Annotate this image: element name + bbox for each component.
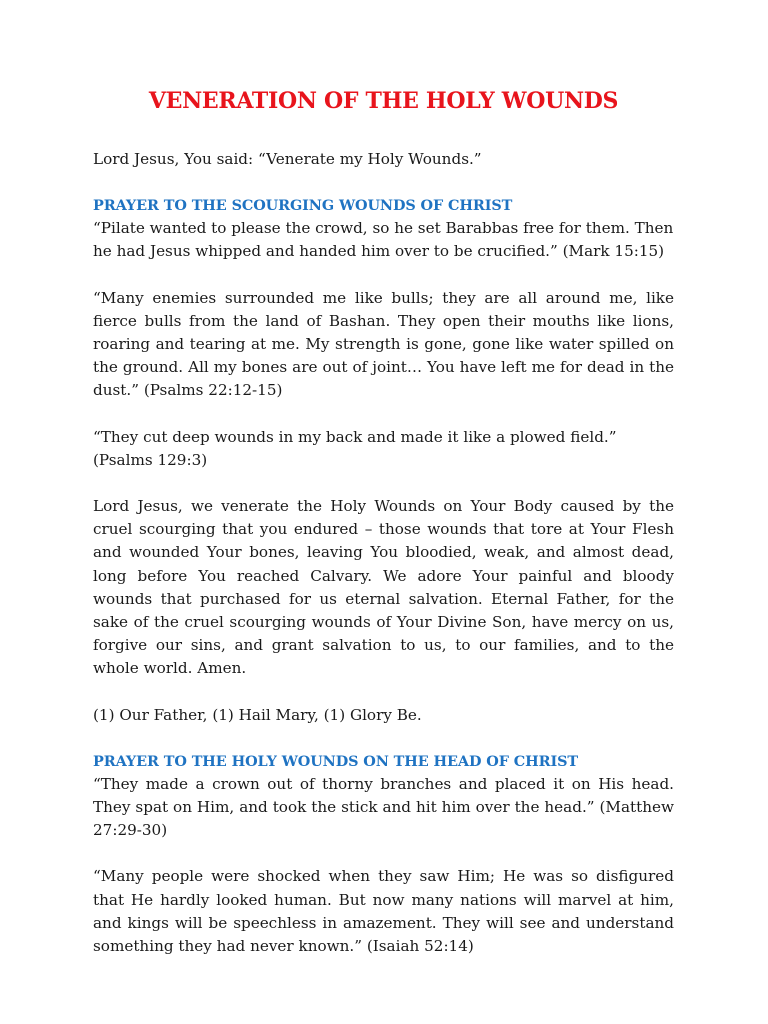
section-heading: PRAYER TO THE SCOURGING WOUNDS OF CHRIST (93, 197, 513, 215)
section-head-wounds (93, 750, 674, 958)
scripture-paragraph: “Many enemies surrounded me like bulls; they are all around me, like fierce bulls from the land of Bashan. They open their mouths like lions, roaring and tearing at me. My strength is gone, gone like water spilled on the ground. All my bones are out of joint… You have left me for dead in the dust.” (Psalms 22:12-15) (93, 288, 674, 400)
prayer-instruction: (1) Our Father, (1) Hail Mary, (1) Glory Be. (93, 705, 422, 724)
scripture-paragraph: “Many people were shocked when they saw Him; He was so disfigured that He hardly looked human. But now many nations will marvel at him, and kings will be speechless in amazement. They will see and understand something they had never known.” (Isaiah 52:14) (93, 867, 674, 956)
scripture-paragraph: “They cut deep wounds in my back and made it like a plowed field.” (Psalms 129:3) (93, 427, 617, 469)
scripture-paragraph: “They made a crown out of thorny branches and placed it on His head. They spat on Him, and took the stick and hit him over the head.” (Matthew 27:29-30) (93, 774, 674, 840)
document-title: VENERATION OF THE HOLY WOUNDS (148, 88, 619, 114)
intro-paragraph: Lord Jesus, You said: “Venerate my Holy Wounds.” (93, 150, 482, 168)
document-page (93, 88, 674, 981)
section-scourging-wounds (93, 194, 674, 727)
prayer-paragraph: Lord Jesus, we venerate the Holy Wounds on Your Body caused by the cruel scourging that you endured – those wounds that tore at Your Flesh and wounded Your bones, leaving You bloodied, weak, and almost dead, long before You reached Calvary. We adore Your painful and bloody wounds that purchased for us eternal salvation. Eternal Father, for the sake of the cruel scourging wounds of Your Divine Son, have mercy on us, forgive our sins, and grant salvation to us, to our families, and to the whole world. Amen. (93, 497, 674, 678)
scripture-paragraph: “Pilate wanted to please the crowd, so he set Barabbas free for them. Then he had Jesus whipped and handed him over to be crucified.” (Mark 15:15) (93, 219, 674, 261)
section-heading: PRAYER TO THE HOLY WOUNDS ON THE HEAD OF CHRIST (93, 752, 578, 770)
